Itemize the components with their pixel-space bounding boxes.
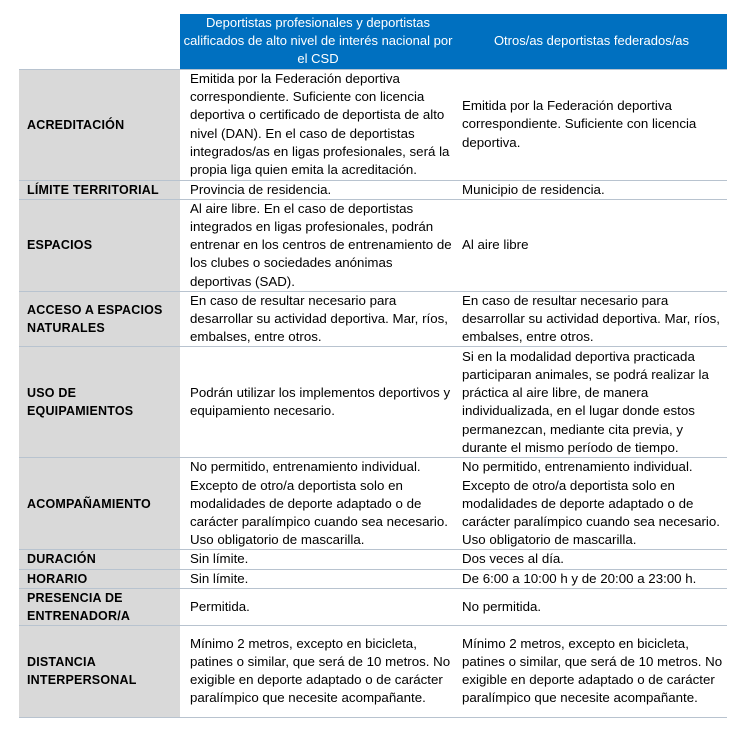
cell-federated: Emitida por la Federación deportiva correspondiente. Suficiente con licencia deportiva. — [462, 98, 697, 150]
cell-professional: Sin límite. — [190, 570, 249, 586]
header-col-professional: Deportistas profesionales y deportistas calificados de alto nivel de interés nacional por el CSD — [180, 14, 456, 69]
row-label: DISTANCIA INTERPERSONAL — [19, 625, 180, 717]
table-row-distancia-interpersonal — [19, 625, 727, 717]
cell-federated: Al aire libre — [462, 237, 529, 253]
table-row-uso-equipamientos — [19, 347, 727, 458]
cell-professional: No permitido, entrenamiento individual. Excepto de otro/a deportista solo en modalidades de deporte adaptado o de carácter paralímpico cuando sea necesario. Uso obligatorio de mascarilla. — [190, 459, 448, 548]
comparison-table — [19, 14, 727, 718]
row-label: ACCESO A ESPACIOS NATURALES — [19, 291, 180, 347]
cell-professional: Mínimo 2 metros, excepto en bicicleta, patines o similar, que será de 10 metros. No exigible en deporte adaptado o de carácter paralímpico que necesite acompañante. — [190, 635, 451, 706]
header-col-federated: Otros/as deportistas federados/as — [456, 14, 727, 69]
cell-federated: En caso de resultar necesario para desarrollar su actividad deportiva. Mar, ríos, embalses, entre otros. — [462, 292, 720, 345]
table-row-acreditacion — [19, 69, 727, 180]
cell-professional: En caso de resultar necesario para desarrollar su actividad deportiva. Mar, ríos, embalses, entre otros. — [190, 292, 448, 345]
cell-professional: Al aire libre. En el caso de deportistas integrados en ligas profesionales, podrán entrenar en los centros de entrenamiento de los clubes o sociedades anónimas deportivas (SAD). — [190, 200, 452, 289]
cell-professional: Emitida por la Federación deportiva correspondiente. Suficiente con licencia deportiva o certificado de deportista de alto nivel (DAN). En el caso de deportistas integrados/as en ligas profesionales, será la propia liga quien emita la acreditación. — [190, 70, 450, 177]
row-label: DURACIÓN — [19, 550, 180, 569]
table-header-row — [19, 14, 727, 69]
cell-federated: Municipio de residencia. — [462, 181, 605, 197]
cell-professional: Sin límite. — [190, 551, 249, 567]
cell-professional: Provincia de residencia. — [190, 181, 332, 197]
cell-federated: Si en la modalidad deportiva practicada participaran animales, se podrá realizar la práctica al aire libre, de manera individualizada, en el lugar donde estos permanezcan, mediante cita previa, y durante el mismo período de tiempo. — [462, 348, 709, 455]
cell-federated: No permitida. — [462, 598, 542, 614]
table-row-horario — [19, 569, 727, 588]
cell-federated: No permitido, entrenamiento individual. Excepto de otro/a deportista solo en modalidades de deporte adaptado o de carácter paralímpico cuando sea necesario. Uso obligatorio de mascarilla. — [462, 459, 720, 548]
table-row-acceso-espacios-naturales — [19, 291, 727, 347]
cell-professional: Podrán utilizar los implementos deportivos y equipamiento necesario. — [190, 385, 451, 419]
row-label: ACREDITACIÓN — [19, 69, 180, 180]
table-row-duracion — [19, 550, 727, 569]
row-label: USO DE EQUIPAMIENTOS — [19, 347, 180, 458]
table-row-limite-territorial — [19, 180, 727, 199]
header-corner-cell — [19, 14, 180, 69]
row-label: ESPACIOS — [19, 199, 180, 291]
row-label: HORARIO — [19, 569, 180, 588]
cell-federated: Dos veces al día. — [462, 551, 564, 567]
row-label: LÍMITE TERRITORIAL — [19, 180, 180, 199]
row-label: ACOMPAÑAMIENTO — [19, 458, 180, 550]
cell-professional: Permitida. — [190, 598, 250, 614]
cell-federated: Mínimo 2 metros, excepto en bicicleta, patines o similar, que será de 10 metros. No exigible en deporte adaptado o de carácter paralímpico que necesite acompañante. — [462, 635, 723, 706]
table-row-espacios — [19, 199, 727, 291]
table-row-presencia-entrenador — [19, 588, 727, 625]
cell-federated: De 6:00 a 10:00 h y de 20:00 a 23:00 h. — [462, 570, 697, 586]
table-row-acompanamiento — [19, 458, 727, 550]
row-label: PRESENCIA DE ENTRENADOR/A — [19, 588, 180, 625]
